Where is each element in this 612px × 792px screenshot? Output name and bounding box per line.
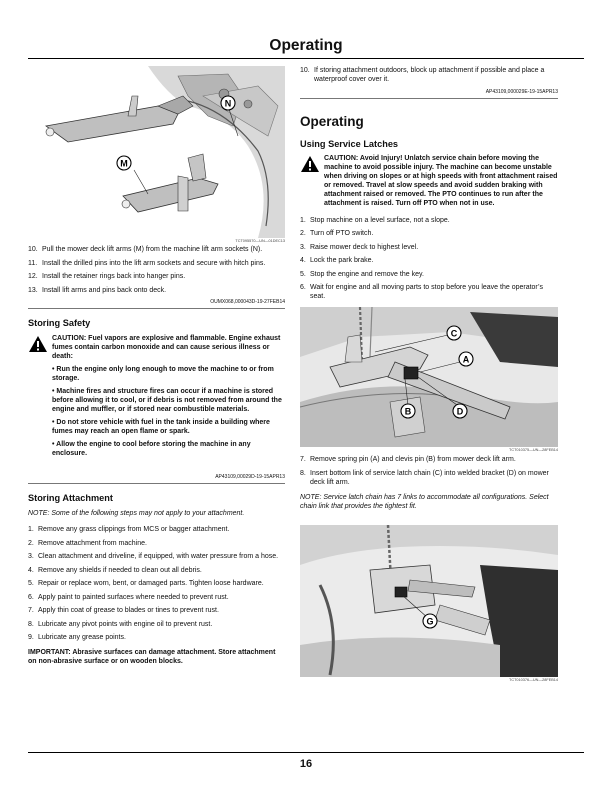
list-item: 7. Apply thin coat of grease to blades or tines to prevent rust. xyxy=(28,607,219,614)
svg-text:C: C xyxy=(450,328,458,339)
callout-g xyxy=(423,614,437,628)
important-notice: IMPORTANT: Abrasive surfaces can damage attachment. Store attachment on non-abrasive surface or on wooden blocks. xyxy=(28,649,276,665)
warning-icon xyxy=(300,155,320,173)
svg-text:G: G xyxy=(426,616,434,626)
svg-text:B: B xyxy=(404,406,412,417)
figure-caption: TCT010376—UN—28FEB14 xyxy=(509,677,558,682)
svg-text:M: M xyxy=(120,158,128,169)
service-latches-steps-b xyxy=(300,455,558,487)
caution-bullet: • Run the engine only long enough to move the machine to or from storage. xyxy=(52,366,274,382)
callout-a xyxy=(459,352,473,366)
left-column xyxy=(28,66,285,666)
svg-text:A: A xyxy=(462,354,470,365)
caution-bullet: • Machine fires and structure fires can occur if a machine is stored before allowing it to cool, or if debris is not removed from around the engine and muffler, or if stored near combustible materials. xyxy=(52,388,282,413)
storing-attachment-note: NOTE: Some of the following steps may not apply to your attachment. xyxy=(28,510,245,517)
storing-safety-heading: Storing Safety xyxy=(28,318,91,328)
service-latch-figure xyxy=(300,307,558,447)
list-item: 7. Remove spring pin (A) and clevis pin (B) from mower deck lift arm. xyxy=(300,456,516,463)
callout-d xyxy=(453,404,467,418)
list-item: 1. Remove any grass clippings from MCS or bagger attachment. xyxy=(28,526,230,533)
list-item: 12. Install the retainer rings back into hanger pins. xyxy=(28,273,186,280)
list-item: 5. Repair or replace worn, bent, or damaged parts. Tighten loose hardware. xyxy=(28,580,264,587)
service-latch-note: NOTE: Service latch chain has 7 links to accommodate all configurations. Select chain link that provides the tightest fit. xyxy=(300,493,549,510)
reference-code: AP43109,000029E-19-15APR13 xyxy=(300,89,558,99)
callout-c xyxy=(447,326,461,340)
service-latch-chain-figure xyxy=(300,525,558,677)
list-item: 3. Clean attachment and driveline, if equipped, with water pressure from a hose. xyxy=(28,553,279,560)
callout-n xyxy=(221,96,235,110)
reference-code: AP43109,00029D-19-15APR13 xyxy=(28,474,285,484)
service-latch-chain-illustration xyxy=(300,525,558,677)
section-title: Operating xyxy=(300,113,364,129)
storing-attachment-steps xyxy=(28,525,285,642)
steps-list-a xyxy=(28,245,285,295)
figure-caption: TCT095570—UN—01DEC13 xyxy=(235,239,285,243)
page-title: Operating xyxy=(269,37,343,54)
svg-text:D: D xyxy=(456,406,464,417)
service-latches-steps xyxy=(300,216,558,302)
list-item: 2. Turn off PTO switch. xyxy=(300,230,374,237)
list-item: 8. Insert bottom link of service latch chain (C) into welded bracket (D) on mower deck lift arm. xyxy=(300,469,549,486)
list-item: 10. If storing attachment outdoors, block up attachment if possible and place a waterproof cover over it. xyxy=(300,67,545,83)
list-item: 11. Install the drilled pins into the lift arm sockets and secure with hitch pins. xyxy=(28,259,266,267)
service-latch-illustration xyxy=(300,307,558,447)
lift-arm-figure xyxy=(28,66,285,238)
list-item: 10. Pull the mower deck lift arms (M) from the machine lift arm sockets (N). xyxy=(28,246,263,253)
header-rule xyxy=(28,58,584,59)
list-item: 6. Wait for engine and all moving parts to stop before you leave the operator’s seat. xyxy=(300,284,543,300)
storing-attachment-heading: Storing Attachment xyxy=(28,493,113,503)
page-number: 16 xyxy=(299,758,313,770)
list-item: 9. Lubricate any grease points. xyxy=(28,634,126,641)
warning-icon xyxy=(28,335,48,353)
figure-caption: TCT010375—UN—28FEB14 xyxy=(509,448,558,452)
callout-b xyxy=(401,404,415,418)
list-item: 4. Lock the park brake. xyxy=(300,257,374,264)
list-item: 5. Stop the engine and remove the key. xyxy=(300,270,424,278)
list-item: 3. Raise mower deck to highest level. xyxy=(300,243,419,251)
list-item: 4. Remove any shields if needed to clean out all debris. xyxy=(28,566,202,574)
footer-rule xyxy=(28,752,584,753)
service-latches-heading: Using Service Latches xyxy=(300,138,399,149)
list-item: 13. Install lift arms and pins back onto deck. xyxy=(28,286,167,294)
list-item: 6. Apply paint to painted surfaces where needed to prevent rust. xyxy=(28,593,229,601)
right-column xyxy=(300,66,558,682)
list-item: 2. Remove attachment from machine. xyxy=(28,539,147,547)
callout-m xyxy=(117,156,131,170)
svg-text:N: N xyxy=(224,98,232,109)
storing-safety-caution: CAUTION: Fuel vapors are explosive and flammable. Engine exhaust fumes contain carbon monoxide and can cause serious illness or death: • Run the engine only long enough to move the machine to or from storage. • Machine fires and structure fires can occur if a machine is stored before allowing it to cool, or if debris is not removed from around the engine and muffler, or if stored near combustible materials. • Do not store vehicle with fuel in the tank inside a building where fumes may reach an open flame or spark. • Allow the engine to cool before storing the machine in any enclosure. xyxy=(28,334,285,458)
service-latches-caution: CAUTION: Avoid Injury! Unlatch service chain before moving the machine to avoid possible injury. The machine can become unstable when driving on slopes or at high speeds with front attachment raised or removed. Travel at slow speeds and avoid sudden braking with attachment raised or removed. The PTO continues to run after the attachment is raised. Turn off PTO when not in use. xyxy=(300,154,558,208)
caution-bullet: • Do not store vehicle with fuel in the tank inside a building where fumes may reach an open flame or spark. xyxy=(52,419,270,435)
lift-arm-illustration xyxy=(28,66,285,238)
reference-code: OUMX068,000043D-19-27FEB14 xyxy=(28,299,285,309)
list-item: 1. Stop machine on a level surface, not a slope. xyxy=(300,216,450,224)
caution-bullet: • Allow the engine to cool before storing the machine in any enclosure. xyxy=(52,441,251,457)
list-item: 8. Lubricate any pivot points with engine oil to prevent rust. xyxy=(28,620,213,628)
